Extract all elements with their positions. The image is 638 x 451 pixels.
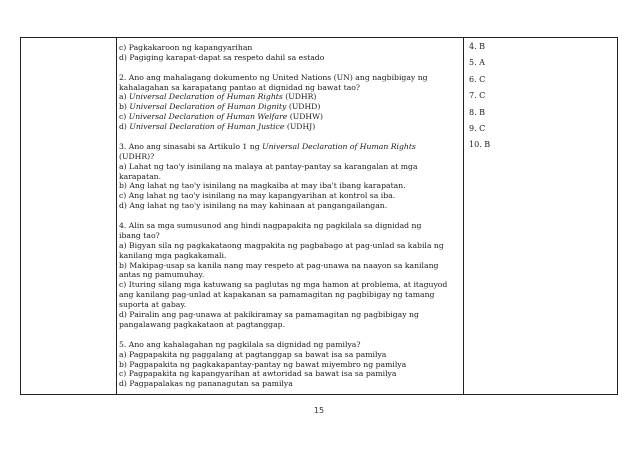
question-5-line: b) Pagpapakita ng pagkakapantay-pantay ng bawat miyembro ng pamilya (119, 359, 407, 369)
question-4-line: b) Makipag-usap sa kanila nang may respeto at pag-unawa na naayon sa kanilang (119, 260, 439, 270)
question-3-option: d) Ang lahat ng tao'y isinilang na may kahinaan at pangangailangan. (119, 201, 388, 211)
question-4-line: ibang tao? (119, 230, 160, 240)
column-divider-left (116, 38, 117, 394)
question-4-line: c) Ituring silang mga katuwang sa paglutas ng mga hamon at problema, at itaguyod (119, 280, 448, 290)
question-3-stem: 3. Ano ang sinasabi sa Artikulo 1 ng Universal Declaration of Human Rights (119, 141, 416, 151)
question-2-option-b: b) Universal Declaration of Human Dignity (UDHD) (119, 102, 321, 112)
question-4-line: suporta at gabay. (119, 300, 187, 310)
answer-item: 4. B (469, 42, 486, 51)
content-table (20, 37, 618, 395)
choice-line: d) Pagiging karapat-dapat sa respeto dahil sa estado (119, 52, 325, 62)
question-4-line: kanilang mga pagkakamali. (119, 250, 227, 260)
question-2-option-d: d) Universal Declaration of Human Justice (UDHJ) (119, 122, 316, 132)
question-4-line: antas ng pamumuhay. (119, 270, 205, 280)
question-4-line: pangalawang pagkakataon at pagtanggap. (119, 319, 286, 329)
questions-cell (119, 43, 461, 389)
answer-item: 8. B (469, 107, 486, 117)
question-5-line: 5. Ano ang kahalagahan ng pagkilala sa dignidad ng pamilya? (119, 339, 361, 349)
answer-item: 10. B (469, 140, 491, 150)
page-number: 15 (313, 406, 325, 415)
answer-item: 9. C (469, 123, 486, 133)
question-2-option-a: a) Universal Declaration of Human Rights (UDHR) (119, 92, 317, 102)
question-4-line: ang kanilang pag-unlad at kapakanan sa pamamagitan ng pagbibigay ng tamang (119, 290, 435, 300)
question-5-line: c) Pagpapakita ng kapangyarihan at awtoridad sa bawat isa sa pamilya (119, 369, 397, 379)
question-3-option: c) Ang lahat ng tao'y isinilang na may kapangyarihan at kontrol sa iba. (119, 191, 396, 201)
answer-item: 7. C (469, 91, 486, 101)
question-2-stem: kahalagahan sa karapatang pantao at dignidad ng bawat tao? (119, 82, 361, 92)
question-4-line: d) Pairalin ang pag-unawa at pakikiramay sa pamamagitan ng pagbibigay ng (119, 310, 419, 320)
question-3-option: karapatan. (119, 171, 162, 181)
answer-item: 5. A (469, 58, 485, 68)
question-4-line: a) Bigyan sila ng pagkakataong magpakita ng pagbabago at pag-unlad sa kabila ng (119, 240, 444, 250)
answer-item: 6. C (469, 74, 486, 84)
choice-line: c) Pagkakaroon ng kapangyarihan (119, 43, 253, 52)
question-3-option: b) Ang lahat ng tao'y isinilang na magkaiba at may iba't ibang karapatan. (119, 181, 406, 191)
question-3-option: a) Lahat ng tao'y isinilang na malaya at pantay-pantay sa karangalan at mga (119, 161, 418, 171)
answer-key-cell (469, 42, 609, 157)
question-3-stem: (UDHR)? (119, 151, 155, 161)
question-2-stem: 2. Ano ang mahalagang dokumento ng United Nations (UN) ang nagbibigay ng (119, 72, 428, 82)
column-divider-right (463, 38, 464, 394)
question-5-line: a) Pagpapakita ng paggalang at pagtanggap sa bawat isa sa pamilya (119, 349, 387, 359)
question-2-option-c: c) Universal Declaration of Human Welfare (UDHW) (119, 112, 324, 122)
question-4-line: 4. Alin sa mga sumusunod ang hindi nagpapakita ng pagkilala sa dignidad ng (119, 221, 422, 231)
question-5-line: d) Pagpapalakas ng pananagutan sa pamilya (119, 379, 293, 389)
